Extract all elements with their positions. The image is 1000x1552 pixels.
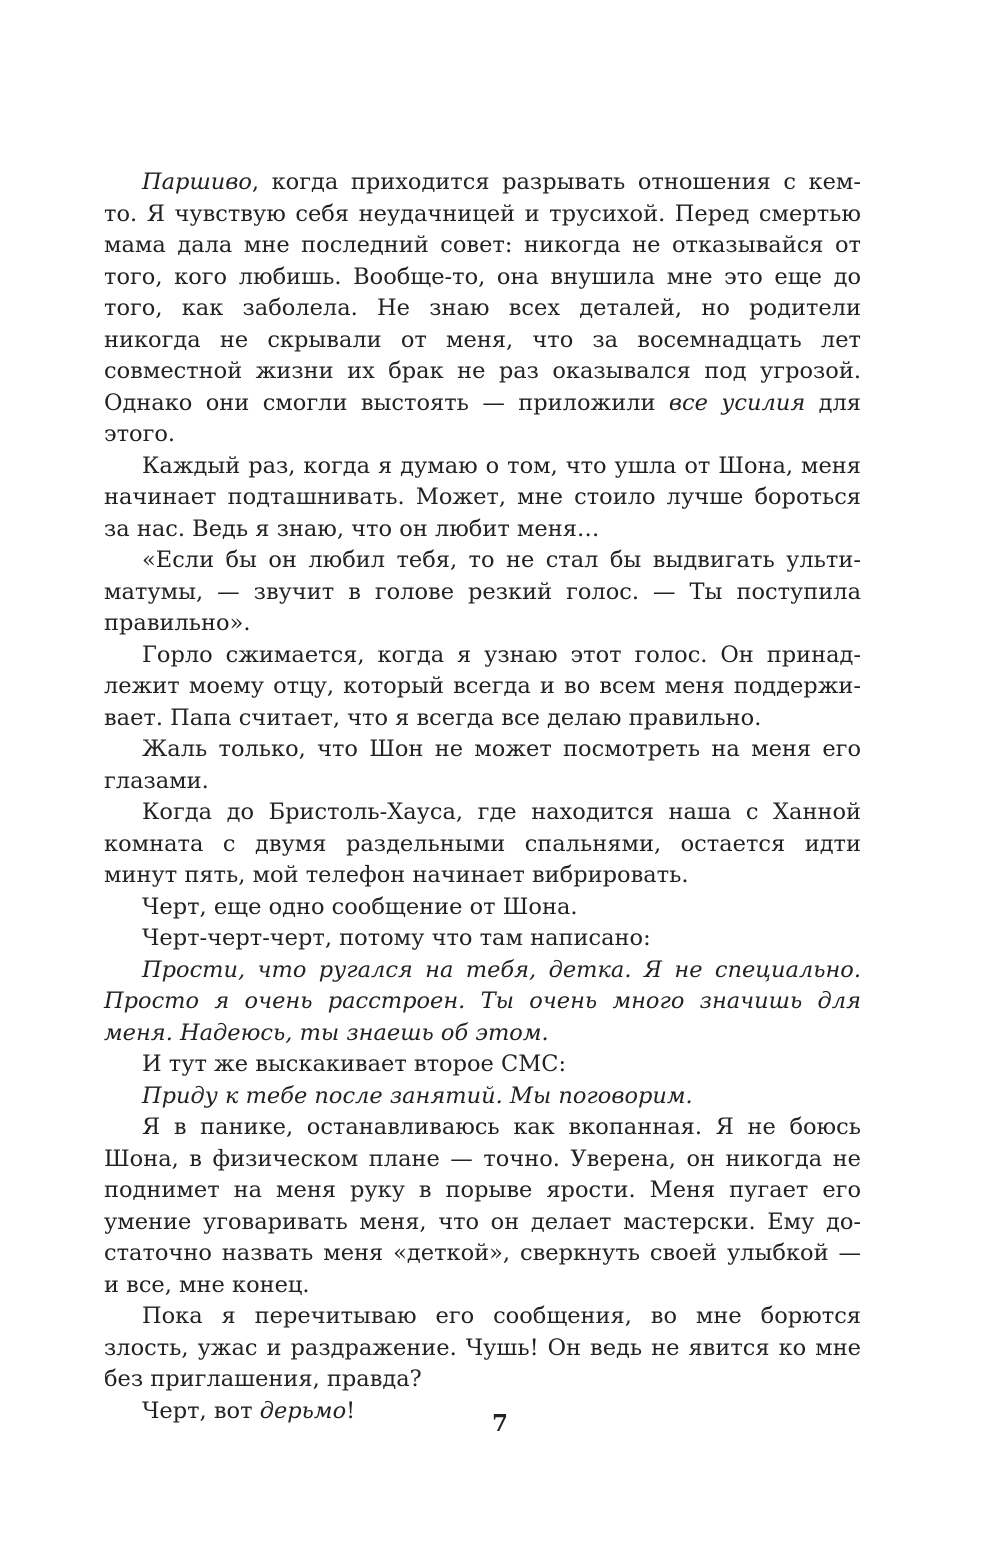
paragraph <box>104 451 861 546</box>
text-run: Жаль только, что Шон не может посмотреть на меня его глазами. <box>104 736 861 794</box>
text-run: Когда до Бристоль-Хауса, где находится наша с Ханной комната с двумя раздельными спальнями, остается идти минут пять, мой телефон начинает вибрировать. <box>104 799 861 888</box>
paragraph <box>104 167 861 451</box>
page-number: 7 <box>491 1410 508 1437</box>
book-page-body <box>104 167 861 1427</box>
paragraph <box>104 892 861 924</box>
text-run: Пока я перечитываю его сообщения, во мне борются злость, ужас и раздражение. Чушь! Он ведь не явится ко мне без приглашения, правда? <box>104 1303 861 1392</box>
italic-text: Прости, что ругался на тебя, детка. Я не специально. Просто я очень расстроен. Ты очень много значишь для меня. Надеюсь, ты знаешь об этом. <box>104 956 861 1046</box>
italic-text: Приду к тебе после занятий. Мы поговорим. <box>142 1082 693 1109</box>
paragraph <box>104 640 861 735</box>
paragraph <box>104 734 861 797</box>
paragraph <box>104 955 861 1050</box>
paragraph <box>104 1081 861 1113</box>
text-run: Горло сжимается, когда я узнаю этот голос. Он принадлежит моему отцу, который всегда и во всем меня поддерживает. Папа считает, что я всегда все делаю правильно. <box>104 641 861 731</box>
text-run: «Если бы он любил тебя, то не стал бы выдвигать ультиматумы, — звучит в голове резкий голос. — Ты поступила правильно». <box>104 547 861 636</box>
text-run: , когда приходится разрывать отношения с кем-то. Я чувствую себя неудачницей и трусихой. Перед смертью мама дала мне последний совет: никогда не отказывайся от того, кого любишь. Вообще-то, она внушила мне это еще до того, как заболела. Не знаю всех деталей, но родители никогда не скрывали от меня, что за восемнадцать лет совместной жизни их брак не раз оказывался под угрозой. Однако они смогли выстоять — приложили <box>104 169 861 416</box>
italic-text: дерьмо <box>259 1397 347 1424</box>
text-run: Каждый раз, когда я думаю о том, что ушла от Шона, меня начинает подташнивать. Может, мне стоило лучше бороться за нас. Ведь я знаю, что он любит меня… <box>104 452 861 542</box>
paragraph <box>104 923 861 955</box>
text-run: Черт-черт-черт, потому что там написано: <box>142 925 651 951</box>
italic-text: все усилия <box>668 389 806 416</box>
text-run: ! <box>346 1397 356 1424</box>
text-run: И тут же выскакивает второе СМС: <box>142 1051 567 1077</box>
paragraph <box>104 1112 861 1301</box>
paragraph <box>104 545 861 640</box>
paragraph <box>104 1301 861 1396</box>
paragraph <box>104 797 861 892</box>
text-run: Я в панике, останавливаюсь как вкопанная. Я не боюсь Шона, в физическом плане — точно. Уверена, он никогда не поднимет на меня руку в порыве ярости. Меня пугает его умение уговаривать меня, что он делает мастерски. Ему достаточно назвать меня «деткой», сверкнуть своей улыбкой — и все, мне конец. <box>104 1114 861 1298</box>
paragraph <box>104 1049 861 1081</box>
text-run: для этого. <box>104 389 861 447</box>
italic-text: Паршиво <box>142 169 252 195</box>
text-run: Черт, еще одно сообщение от Шона. <box>142 893 578 920</box>
text-run: Черт, вот <box>142 1397 260 1424</box>
